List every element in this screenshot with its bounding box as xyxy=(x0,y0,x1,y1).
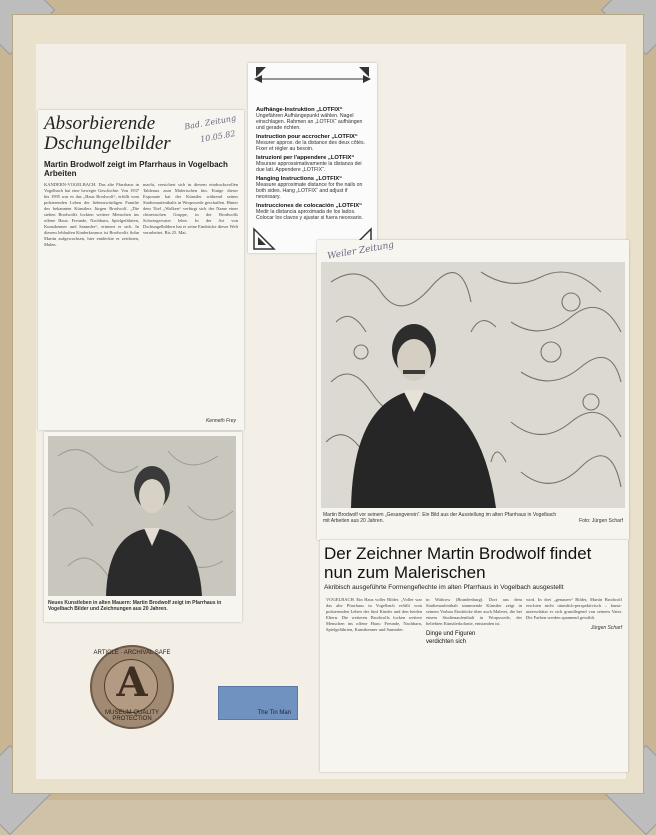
newspaper-clipping-zeichner xyxy=(320,540,628,772)
hanging-instructions-card xyxy=(248,63,377,253)
framer-label xyxy=(218,686,298,720)
byline: Kenneth Frey xyxy=(205,418,236,424)
instruction-title: Aufhänge-Instruktion „LOTFIX“ xyxy=(256,107,343,113)
byline: Jürgen Scharf xyxy=(590,625,622,631)
instruction-text: Ungefähren Aufhängepunkt wählen. Nagel einschlagen. Rahmen an „LOTFIX“ aufhängen und gerade richten. xyxy=(256,113,363,131)
article-text: in Waltrow (Brandenburg). Dort aus dem Studienaufenthalt stammende Künstler zeigt in seinem Vorbau Eindrücke über auch Malerei, die bei einem Studienaufenthalt in Worpswede, der beliebten Künstlerkolonie, entstanden ist. xyxy=(426,597,522,626)
photo-credit: Foto: Jürgen Scharf xyxy=(579,518,623,524)
seal-top-text: ARTICLE · ARCHIVAL SAFE xyxy=(93,650,171,656)
clipping-lead: Akribisch ausgeführte Formengeflechte im alten Pfarrhaus in Vogelbach ausgestellt xyxy=(324,584,564,591)
instruction-block-de xyxy=(256,107,369,131)
handwritten-date-note: 10.05.82 xyxy=(199,128,237,145)
archival-safe-seal xyxy=(90,645,174,729)
instruction-block-en xyxy=(256,176,369,200)
newspaper-photo-clipping-large xyxy=(317,240,629,540)
article-column: macht, versichert sich in diesem eindrucksvollen Tableaux zum Malerischen hin. Einige dieser Exponate hat der Künstler während seines Studienaufenthalts in Worpswede geschaffen. Hinter dem Titel „Wolken“ verbirgt sich der Name einer chinesischen Gruppe, in der Brodwolfs Schwiegervater lebte. In der Art von Dschungelbildern hat er seine Eindrücke dieser Welt verarbeitet. Bis 25. Mai. xyxy=(143,182,238,235)
instruction-block-it xyxy=(256,155,369,173)
article-column xyxy=(426,597,522,647)
article-column xyxy=(526,597,622,647)
article-subhead: verdichten sich xyxy=(426,639,467,645)
article-column: KANDERN-VOGELBACH. Das alte Pfarrhaus in Vogelbach hat eine bewegte Geschichte. Von 1937 bis 1995 war es das „Haus Brodwolf“, erfüllt vom pulsierenden Leben der liebenswürdigen Familie des bekannten Künstlers Jürgen Brodwolf. „Die stehen Brodwolfs lockten weitere Menschen ins offene Haus: Freunde, Nachbarn, Spielgefährten, Kunstkenner und Sammler“, erinnert er sich. In diesem lebhaften Kinderkosmos ist Brodwolfs Sohn Martin aufgewachsen, hier entdeckte er zeichnen, Malen. xyxy=(44,182,139,247)
clipping-body xyxy=(44,182,238,248)
newspaper-clipping-absorbierende xyxy=(38,110,244,430)
framer-label-text: The Tin Man xyxy=(257,710,291,716)
instruction-text: Medir la distancia aproximada de los lados. Colocar los clavos y ajustar si fuera necesario. xyxy=(256,209,363,221)
instruction-title: Hanging Instructions „LOTFIX“ xyxy=(256,176,342,182)
photo-caption: Martin Brodwolf vor seinem „Gesangverein“. Ein Bild aus der Ausstellung im alten Pfarrhaus in Vogelbach mit Arbeiten aus 20 Jahren. xyxy=(323,512,557,524)
clipping-headline: Der Zeichner Martin Brodwolf findet nun zum Malerischen xyxy=(324,544,592,582)
clipping-headline: Absorbierende Dschungelbilder xyxy=(44,113,171,154)
seal-letter: A xyxy=(116,659,148,706)
portrait-photo xyxy=(321,262,625,508)
instruction-title: Instrucciones de colocación „LOTFIX“ xyxy=(256,203,362,209)
clipping-body xyxy=(326,597,622,647)
instruction-text: Misurare approssimativamente la distanza dei due lati. Appendere „LOTFIX“. xyxy=(256,161,362,173)
article-subhead: Dinge und Figuren xyxy=(426,631,476,637)
handwritten-source-note: Weiler Zeitung xyxy=(326,240,395,262)
photo-caption: Neues Kunstleben in alten Mauern: Martin Brodwolf zeigt im Pfarrhaus in Vogelbach Bilder und Zeichnungen aus 20 Jahren. xyxy=(48,600,222,612)
instruction-title: Istruzioni per l'appendere „LOTFIX“ xyxy=(256,155,355,161)
article-text: wird. In drei „genauen“ Bilder, Martin Brodwolf erschien nicht räumlich-perspektivisch – kunst- unterschätzt er sich grundlegend von seinem Vater. Die Farben werden spannend gewählt. xyxy=(526,597,622,620)
hanging-diagram-top xyxy=(248,63,377,99)
instruction-text: Measure approximate distance for the nails on both sides. Hang „LOTFIX“ and adjust if necessary. xyxy=(256,182,363,200)
instruction-title: Instruction pour accrocher „LOTFIX“ xyxy=(256,134,358,140)
portrait-photo xyxy=(48,436,236,596)
seal-bottom-text: MUSEUM QUALITY PROTECTION xyxy=(104,710,159,722)
instruction-block-es xyxy=(256,203,369,221)
artist-with-drawing-illustration xyxy=(321,262,625,508)
portrait-illustration xyxy=(48,436,236,596)
newspaper-photo-clipping xyxy=(44,432,242,622)
clipping-subheadline: Martin Brodwolf zeigt im Pfarrhaus in Vogelbach Arbeiten xyxy=(44,160,228,178)
instruction-text: Mesurer approx. de la distance des deux côtés. Fixer et régler au besoin. xyxy=(256,140,365,152)
instruction-block-fr xyxy=(256,134,369,152)
article-column: VOGELBACH. Ein Haus voller Bilder. „Voller war das alte Pfarrhaus in Vogelbach erfüllt vom pulsierenden Leben der fünf Kinder und den beiden Eltern. Die weiteren Brodwolfs locken weitere Menschen ins offene Haus: Freunde, Nachbarn, Spielgefährten, Kunstkenner und Sammler. xyxy=(326,597,422,632)
handwritten-source-note: Bad. Zeitung xyxy=(183,113,237,132)
